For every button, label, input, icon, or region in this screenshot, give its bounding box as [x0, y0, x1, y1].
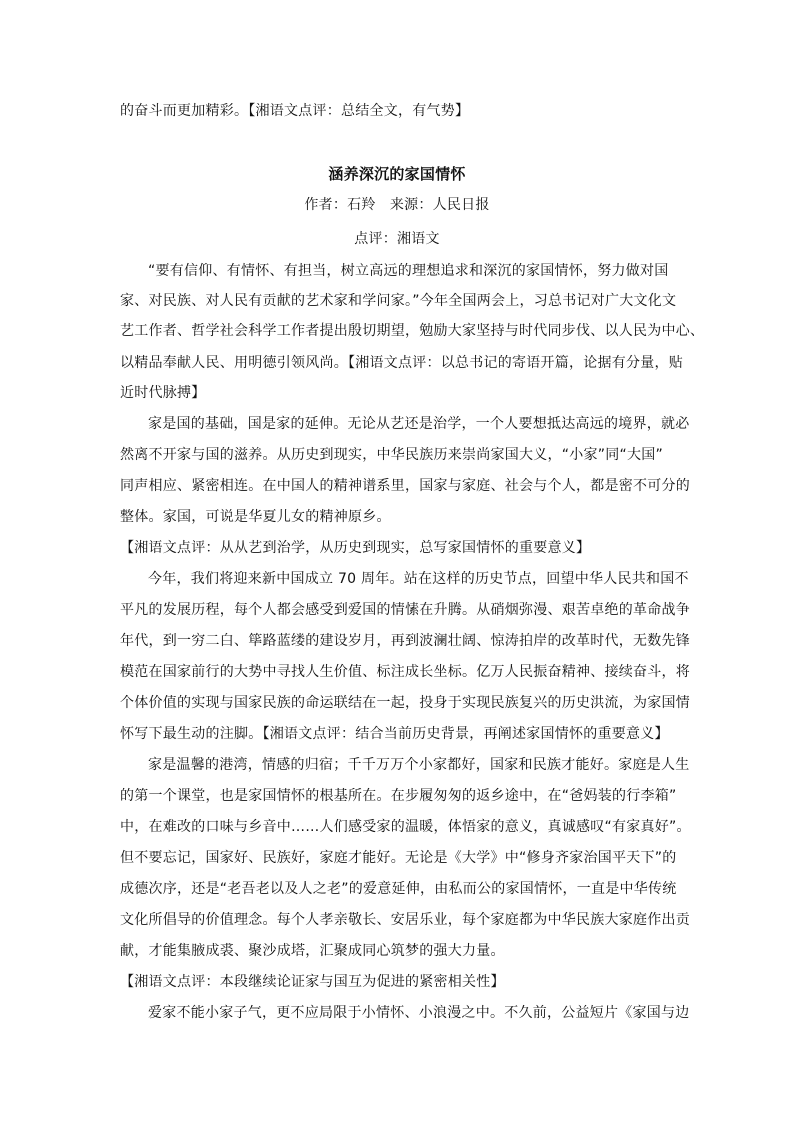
text-line: 成德次序，还是“老吾老以及人之老”的爱意延伸，由私而公的家国情怀，一直是中华传统 [120, 881, 677, 897]
text-line: “要有信仰、有情怀、有担当，树立高远的理想追求和深沉的家国情怀，努力做对国 [148, 263, 669, 279]
text-line: 的奋斗而更加精彩。【湘语文点评：总结全文，有气势】 [120, 103, 470, 119]
text-line: 同声相应、紧密相连。在中国人的精神谱系里，国家与家庭、社会与个人，都是密不可分的 [120, 478, 690, 494]
text-line: 年代，到一穷二白、筚路蓝缕的建设岁月，再到波澜壮阔、惊涛拍岸的改革时代，无数先锋 [120, 633, 690, 649]
comment-line: 【湘语文点评：本段继续论证家与国互为促进的紧密相关性】 [120, 974, 505, 990]
text-line: 中，在难改的口味与乡音中……人们感受家的温暖，体悟家的意义，真诚感叹“有家真好”。 [120, 819, 691, 835]
text-line: 但不要忘记，国家好、民族好，家庭才能好。无论是《大学》中“修身齐家治国平天下”的 [120, 850, 677, 866]
text-line: 献，才能集腋成裘、聚沙成塔，汇聚成同心筑梦的强大力量。 [120, 943, 505, 959]
text-line: 整体。家国，可说是华夏儿女的精神原乡。 [120, 509, 391, 525]
text-line: 模范在国家前行的大势中寻找人生价值、标注成长坐标。亿万人民振奋精神、接续奋斗，将 [120, 664, 690, 680]
text-line: 然离不开家与国的滋养。从历史到现实，中华民族历来崇尚家国大义，“小家”同“大国” [120, 447, 664, 463]
text-line: 平凡的发展历程，每个人都会感受到爱国的情愫在升腾。从硝烟弥漫、艰苦卓绝的革命战争 [120, 602, 690, 618]
text-line: 的第一个课堂，也是家国情怀的根基所在。在步履匆匆的返乡途中，在“爸妈装的行李箱” [120, 788, 677, 804]
text-line: 爱家不能小家子气，更不应局限于小情怀、小浪漫之中。不久前，公益短片《家国与边 [148, 1005, 690, 1021]
text-line: 家、对民族、对人民有贡献的艺术家和学问家。”今年全国两会上，习总书记对广大文化文 [120, 293, 677, 309]
text-line: 怀写下最生动的注脚。【湘语文点评：结合当前历史背景，再阐述家国情怀的重要意义】 [120, 726, 669, 742]
text-line: 以精品奉献人民、用明德引领风尚。【湘语文点评：以总书记的寄语开篇，论据有分量，贴 [120, 355, 683, 371]
text-line: 家是温馨的港湾，情感的归宿；千千万万个小家都好，国家和民族才能好。家庭是人生 [148, 757, 690, 773]
article-title: 涵养深沉的家国情怀 [328, 165, 466, 183]
comment-line: 【湘语文点评：从从艺到治学，从历史到现实，总写家国情怀的重要意义】 [120, 540, 591, 556]
text-line: 家是国的基础，国是家的延伸。无论从艺还是治学，一个人要想抵达高远的境界，就必 [148, 416, 690, 432]
text-line: 艺工作者、哲学社会科学工作者提出殷切期望，勉励大家坚持与时代同步伐、以人民为中心、 [120, 323, 705, 339]
text-line: 文化所倡导的价值理念。每个人孝亲敬长、安居乐业，每个家庭都为中华民族大家庭作出贡 [120, 912, 690, 928]
byline: 作者：石羚 来源：人民日报 [304, 197, 490, 213]
text-line: 今年，我们将迎来新中国成立 70 周年。站在这样的历史节点，回望中华人民共和国不 [148, 571, 689, 587]
text-line: 近时代脉搏】 [120, 385, 206, 401]
text-line: 个体价值的实现与国家民族的命运联结在一起，投身于实现民族复兴的历史洪流，为家国情 [120, 695, 690, 711]
commentator: 点评：湘语文 [354, 231, 440, 247]
